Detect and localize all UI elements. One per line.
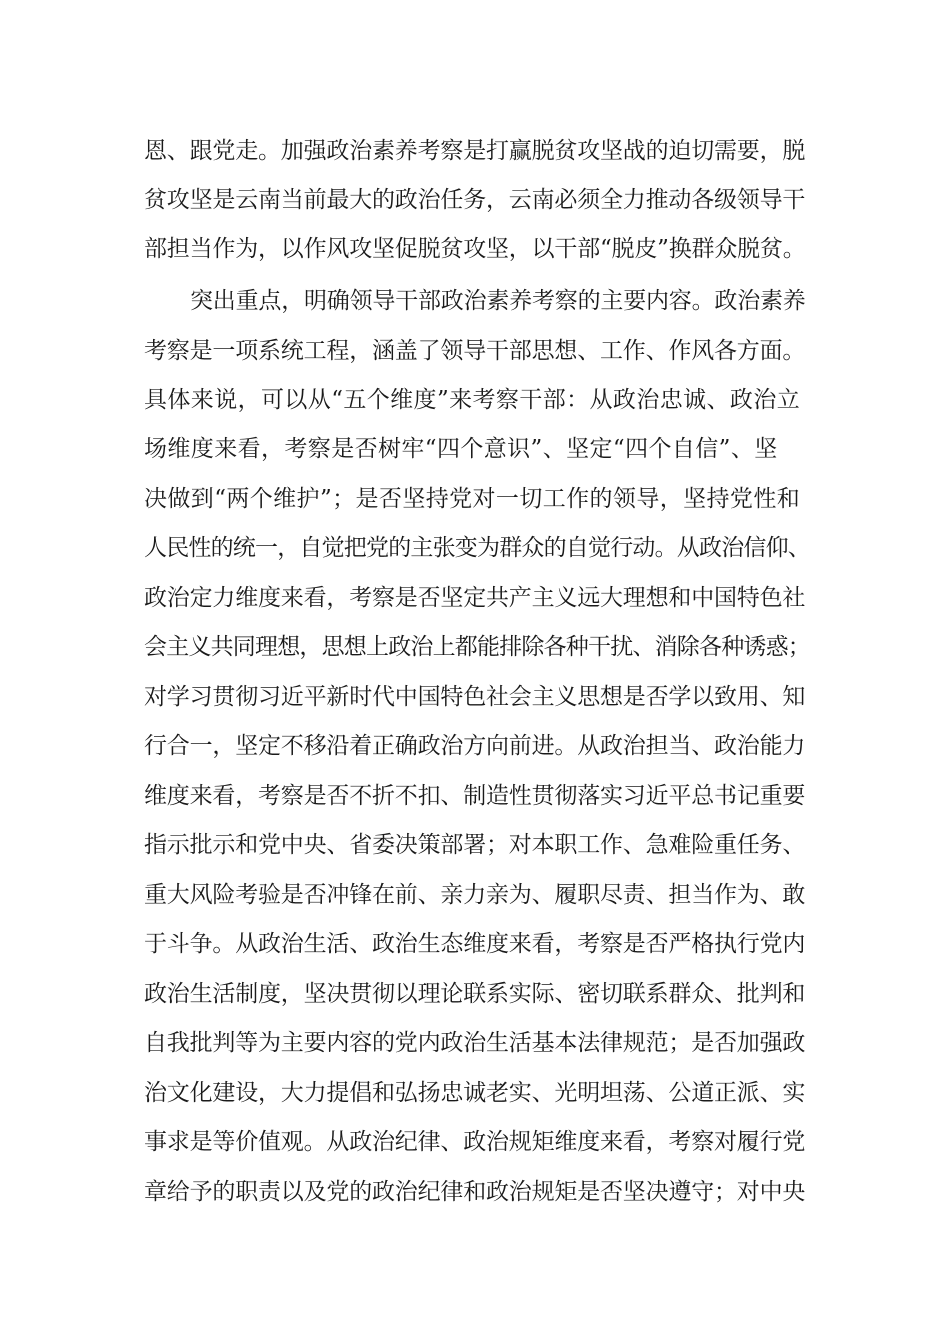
text-line: 恩、跟党走。加强政治素养考察是打赢脱贫攻坚战的迫切需要，脱 [144,138,806,164]
text-line: 行合一，坚定不移沿着正确政治方向前进。从政治担当、政治能力 [144,733,806,759]
text-line: 贫攻坚是云南当前最大的政治任务，云南必须全力推动各级领导干 [144,187,806,213]
text-line: 章给予的职责以及党的政治纪律和政治规矩是否坚决遵守；对中央 [144,1179,806,1205]
text-line: 场维度来看，考察是否树牢“四个意识”、坚定“四个自信”、坚 [144,436,778,462]
paragraph-start-line: 突出重点，明确领导干部政治素养考察的主要内容。政治素养 [190,288,806,314]
text-line: 指示批示和党中央、省委决策部署；对本职工作、急难险重任务、 [144,832,806,858]
text-line: 部担当作为，以作风攻坚促脱贫攻坚，以干部“脱皮”换群众脱贫。 [144,236,806,262]
text-line: 会主义共同理想，思想上政治上都能排除各种干扰、消除各种诱惑； [144,634,811,660]
text-line: 于斗争。从政治生活、政治生态维度来看，考察是否严格执行党内 [144,931,806,957]
text-line: 决做到“两个维护”；是否坚持党对一切工作的领导，坚持党性和 [144,486,801,512]
text-line: 对学习贯彻习近平新时代中国特色社会主义思想是否学以致用、知 [144,684,806,710]
text-line: 事求是等价值观。从政治纪律、政治规矩维度来看，考察对履行党 [144,1129,806,1155]
text-line: 人民性的统一，自觉把党的主张变为群众的自觉行动。从政治信仰、 [144,535,811,561]
text-line: 重大风险考验是否冲锋在前、亲力亲为、履职尽责、担当作为、敢 [144,882,806,908]
text-line: 维度来看，考察是否不折不扣、制造性贯彻落实习近平总书记重要 [144,783,806,809]
text-line: 政治生活制度，坚决贯彻以理论联系实际、密切联系群众、批判和 [144,981,806,1007]
text-line: 自我批判等为主要内容的党内政治生活基本法律规范；是否加强政 [144,1030,806,1056]
text-line: 政治定力维度来看，考察是否坚定共产主义远大理想和中国特色社 [144,585,806,611]
text-line: 考察是一项系统工程，涵盖了领导干部思想、工作、作风各方面。 [144,338,806,364]
text-line: 治文化建设，大力提倡和弘扬忠诚老实、光明坦荡、公道正派、实 [144,1080,806,1106]
text-line: 具体来说，可以从“五个维度”来考察干部：从政治忠诚、政治立 [144,387,801,413]
